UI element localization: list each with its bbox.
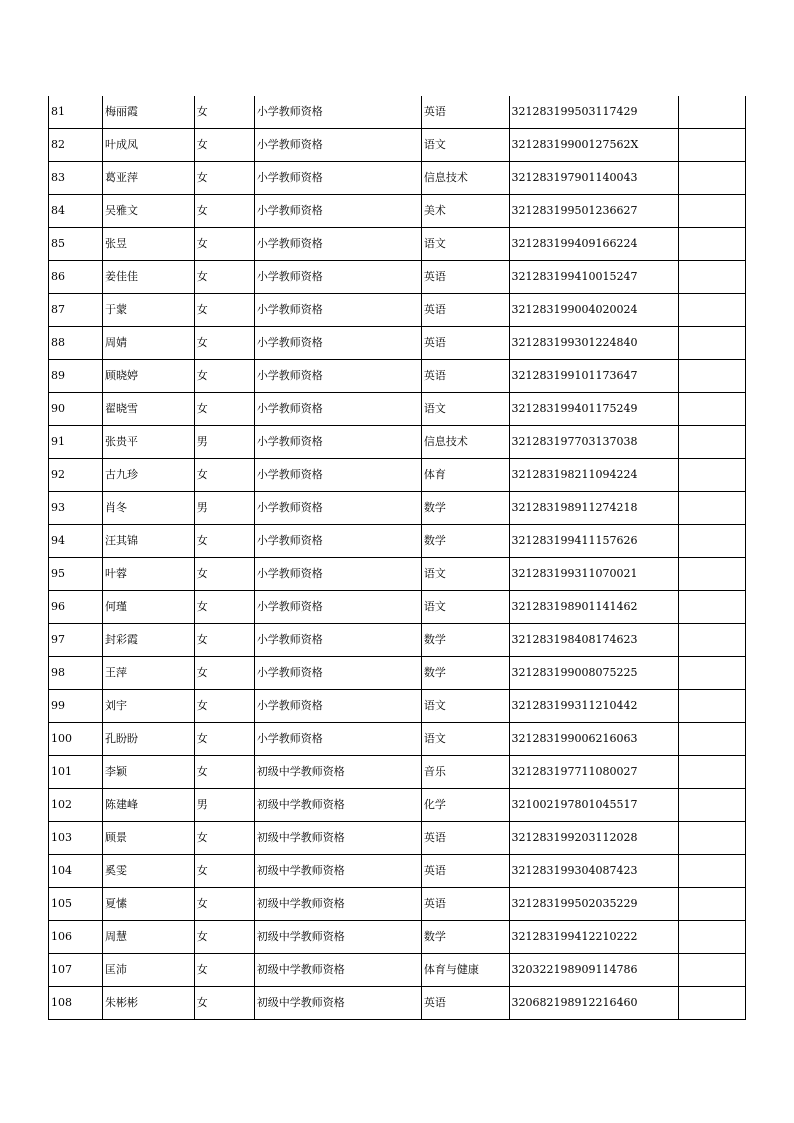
name-cell: 刘宇 [103, 690, 195, 723]
gender-cell: 女 [194, 393, 254, 426]
name-cell: 陈建峰 [103, 789, 195, 822]
subject-cell: 英语 [421, 360, 509, 393]
table-row [49, 954, 746, 987]
name-cell: 奚雯 [103, 855, 195, 888]
table-row [49, 921, 746, 954]
row-number-cell: 90 [49, 393, 103, 426]
remark-cell [678, 789, 745, 822]
id-number-cell: 321283199006216063 [509, 723, 678, 756]
gender-cell: 男 [194, 426, 254, 459]
subject-cell: 英语 [421, 855, 509, 888]
table-row [49, 624, 746, 657]
table-row [49, 591, 746, 624]
gender-cell: 女 [194, 162, 254, 195]
id-number-cell: 321283197703137038 [509, 426, 678, 459]
table-row [49, 558, 746, 591]
qualification-cell: 小学教师资格 [254, 525, 421, 558]
remark-cell [678, 723, 745, 756]
qualification-cell: 小学教师资格 [254, 162, 421, 195]
remark-cell [678, 459, 745, 492]
gender-cell: 女 [194, 723, 254, 756]
id-number-cell: 321283199410015247 [509, 261, 678, 294]
id-number-cell: 321283199409166224 [509, 228, 678, 261]
table-row [49, 855, 746, 888]
id-number-cell: 320322198909114786 [509, 954, 678, 987]
row-number-cell: 102 [49, 789, 103, 822]
name-cell: 王萍 [103, 657, 195, 690]
id-number-cell: 321283199301224840 [509, 327, 678, 360]
row-number-cell: 86 [49, 261, 103, 294]
remark-cell [678, 987, 745, 1020]
gender-cell: 女 [194, 855, 254, 888]
row-number-cell: 99 [49, 690, 103, 723]
remark-cell [678, 525, 745, 558]
row-number-cell: 104 [49, 855, 103, 888]
row-number-cell: 91 [49, 426, 103, 459]
qualification-cell: 小学教师资格 [254, 129, 421, 162]
qualification-cell: 初级中学教师资格 [254, 954, 421, 987]
id-number-cell: 321283199411157626 [509, 525, 678, 558]
name-cell: 夏愫 [103, 888, 195, 921]
subject-cell: 体育与健康 [421, 954, 509, 987]
row-number-cell: 89 [49, 360, 103, 393]
gender-cell: 女 [194, 954, 254, 987]
remark-cell [678, 228, 745, 261]
subject-cell: 化学 [421, 789, 509, 822]
name-cell: 叶成凤 [103, 129, 195, 162]
row-number-cell: 82 [49, 129, 103, 162]
row-number-cell: 105 [49, 888, 103, 921]
subject-cell: 英语 [421, 294, 509, 327]
qualification-cell: 小学教师资格 [254, 591, 421, 624]
subject-cell: 信息技术 [421, 426, 509, 459]
qualification-cell: 小学教师资格 [254, 657, 421, 690]
qualification-cell: 小学教师资格 [254, 426, 421, 459]
remark-cell [678, 129, 745, 162]
gender-cell: 女 [194, 228, 254, 261]
gender-cell: 女 [194, 96, 254, 129]
remark-cell [678, 888, 745, 921]
row-number-cell: 98 [49, 657, 103, 690]
qualification-cell: 小学教师资格 [254, 723, 421, 756]
remark-cell [678, 921, 745, 954]
row-number-cell: 96 [49, 591, 103, 624]
row-number-cell: 92 [49, 459, 103, 492]
table-row [49, 690, 746, 723]
remark-cell [678, 294, 745, 327]
qualification-cell: 初级中学教师资格 [254, 789, 421, 822]
qualification-cell: 初级中学教师资格 [254, 822, 421, 855]
gender-cell: 女 [194, 360, 254, 393]
qualification-cell: 小学教师资格 [254, 96, 421, 129]
qualification-cell: 小学教师资格 [254, 393, 421, 426]
id-number-cell: 321002197801045517 [509, 789, 678, 822]
table-row [49, 723, 746, 756]
subject-cell: 英语 [421, 888, 509, 921]
name-cell: 汪其锦 [103, 525, 195, 558]
subject-cell: 数学 [421, 624, 509, 657]
subject-cell: 英语 [421, 822, 509, 855]
id-number-cell: 321283199008075225 [509, 657, 678, 690]
gender-cell: 男 [194, 789, 254, 822]
table-row [49, 492, 746, 525]
table-row [49, 96, 746, 129]
table-row [49, 756, 746, 789]
row-number-cell: 83 [49, 162, 103, 195]
subject-cell: 语文 [421, 129, 509, 162]
subject-cell: 英语 [421, 327, 509, 360]
name-cell: 顾景 [103, 822, 195, 855]
remark-cell [678, 657, 745, 690]
row-number-cell: 94 [49, 525, 103, 558]
remark-cell [678, 195, 745, 228]
remark-cell [678, 492, 745, 525]
gender-cell: 女 [194, 921, 254, 954]
remark-cell [678, 393, 745, 426]
qualification-cell: 小学教师资格 [254, 294, 421, 327]
gender-cell: 女 [194, 888, 254, 921]
id-number-cell: 321283198911274218 [509, 492, 678, 525]
row-number-cell: 101 [49, 756, 103, 789]
table-row [49, 360, 746, 393]
qualification-cell: 小学教师资格 [254, 261, 421, 294]
subject-cell: 语文 [421, 228, 509, 261]
name-cell: 葛亚萍 [103, 162, 195, 195]
row-number-cell: 108 [49, 987, 103, 1020]
teacher-qualification-table [48, 96, 746, 1020]
name-cell: 肖冬 [103, 492, 195, 525]
table-row [49, 459, 746, 492]
gender-cell: 女 [194, 624, 254, 657]
qualification-cell: 初级中学教师资格 [254, 756, 421, 789]
remark-cell [678, 558, 745, 591]
subject-cell: 语文 [421, 723, 509, 756]
gender-cell: 女 [194, 657, 254, 690]
qualification-cell: 小学教师资格 [254, 492, 421, 525]
subject-cell: 信息技术 [421, 162, 509, 195]
gender-cell: 女 [194, 987, 254, 1020]
qualification-cell: 小学教师资格 [254, 558, 421, 591]
row-number-cell: 95 [49, 558, 103, 591]
table-row [49, 327, 746, 360]
row-number-cell: 87 [49, 294, 103, 327]
remark-cell [678, 822, 745, 855]
subject-cell: 数学 [421, 525, 509, 558]
row-number-cell: 100 [49, 723, 103, 756]
gender-cell: 女 [194, 591, 254, 624]
qualification-cell: 小学教师资格 [254, 459, 421, 492]
remark-cell [678, 96, 745, 129]
subject-cell: 音乐 [421, 756, 509, 789]
subject-cell: 数学 [421, 492, 509, 525]
id-number-cell: 321283199412210222 [509, 921, 678, 954]
gender-cell: 女 [194, 261, 254, 294]
name-cell: 张昱 [103, 228, 195, 261]
qualification-cell: 小学教师资格 [254, 195, 421, 228]
name-cell: 封彩霞 [103, 624, 195, 657]
id-number-cell: 321283198901141462 [509, 591, 678, 624]
id-number-cell: 321283197901140043 [509, 162, 678, 195]
table-row [49, 822, 746, 855]
qualification-cell: 初级中学教师资格 [254, 888, 421, 921]
table-row [49, 426, 746, 459]
id-number-cell: 321283199501236627 [509, 195, 678, 228]
qualification-cell: 小学教师资格 [254, 327, 421, 360]
remark-cell [678, 426, 745, 459]
qualification-cell: 小学教师资格 [254, 228, 421, 261]
remark-cell [678, 327, 745, 360]
qualification-cell: 初级中学教师资格 [254, 921, 421, 954]
subject-cell: 数学 [421, 657, 509, 690]
table-row [49, 294, 746, 327]
remark-cell [678, 261, 745, 294]
remark-cell [678, 954, 745, 987]
name-cell: 姜佳佳 [103, 261, 195, 294]
name-cell: 匡沛 [103, 954, 195, 987]
row-number-cell: 81 [49, 96, 103, 129]
table-row [49, 162, 746, 195]
qualification-cell: 小学教师资格 [254, 624, 421, 657]
id-number-cell: 321283199101173647 [509, 360, 678, 393]
id-number-cell: 321283199311070021 [509, 558, 678, 591]
subject-cell: 英语 [421, 987, 509, 1020]
name-cell: 顾晓婷 [103, 360, 195, 393]
table-row [49, 195, 746, 228]
id-number-cell: 321283199502035229 [509, 888, 678, 921]
gender-cell: 女 [194, 756, 254, 789]
id-number-cell: 321283199401175249 [509, 393, 678, 426]
table-row [49, 261, 746, 294]
row-number-cell: 84 [49, 195, 103, 228]
subject-cell: 英语 [421, 261, 509, 294]
table-row [49, 393, 746, 426]
remark-cell [678, 690, 745, 723]
gender-cell: 女 [194, 525, 254, 558]
row-number-cell: 103 [49, 822, 103, 855]
table-row [49, 129, 746, 162]
name-cell: 周婧 [103, 327, 195, 360]
id-number-cell: 321283198408174623 [509, 624, 678, 657]
id-number-cell: 321283197711080027 [509, 756, 678, 789]
table-row [49, 987, 746, 1020]
row-number-cell: 106 [49, 921, 103, 954]
id-number-cell: 320682198912216460 [509, 987, 678, 1020]
subject-cell: 语文 [421, 558, 509, 591]
name-cell: 张贵平 [103, 426, 195, 459]
subject-cell: 美术 [421, 195, 509, 228]
row-number-cell: 97 [49, 624, 103, 657]
remark-cell [678, 624, 745, 657]
name-cell: 古九珍 [103, 459, 195, 492]
gender-cell: 女 [194, 558, 254, 591]
subject-cell: 语文 [421, 690, 509, 723]
id-number-cell: 321283199304087423 [509, 855, 678, 888]
id-number-cell: 321283199503117429 [509, 96, 678, 129]
gender-cell: 女 [194, 690, 254, 723]
subject-cell: 英语 [421, 96, 509, 129]
id-number-cell: 32128319900127562X [509, 129, 678, 162]
row-number-cell: 93 [49, 492, 103, 525]
gender-cell: 女 [194, 327, 254, 360]
subject-cell: 语文 [421, 393, 509, 426]
table-body [49, 96, 746, 1020]
remark-cell [678, 360, 745, 393]
name-cell: 梅丽霞 [103, 96, 195, 129]
id-number-cell: 321283198211094224 [509, 459, 678, 492]
name-cell: 何瑾 [103, 591, 195, 624]
name-cell: 李颖 [103, 756, 195, 789]
subject-cell: 体育 [421, 459, 509, 492]
qualification-cell: 初级中学教师资格 [254, 987, 421, 1020]
name-cell: 孔盼盼 [103, 723, 195, 756]
gender-cell: 女 [194, 129, 254, 162]
name-cell: 翟晓雪 [103, 393, 195, 426]
remark-cell [678, 855, 745, 888]
gender-cell: 女 [194, 459, 254, 492]
qualification-cell: 小学教师资格 [254, 690, 421, 723]
table-row [49, 789, 746, 822]
table-row [49, 657, 746, 690]
id-number-cell: 321283199203112028 [509, 822, 678, 855]
id-number-cell: 321283199004020024 [509, 294, 678, 327]
table-row [49, 888, 746, 921]
subject-cell: 数学 [421, 921, 509, 954]
row-number-cell: 107 [49, 954, 103, 987]
name-cell: 于蒙 [103, 294, 195, 327]
remark-cell [678, 756, 745, 789]
remark-cell [678, 162, 745, 195]
name-cell: 朱彬彬 [103, 987, 195, 1020]
name-cell: 叶蓉 [103, 558, 195, 591]
row-number-cell: 85 [49, 228, 103, 261]
remark-cell [678, 591, 745, 624]
gender-cell: 女 [194, 294, 254, 327]
qualification-cell: 小学教师资格 [254, 360, 421, 393]
subject-cell: 语文 [421, 591, 509, 624]
row-number-cell: 88 [49, 327, 103, 360]
name-cell: 吴雅文 [103, 195, 195, 228]
gender-cell: 男 [194, 492, 254, 525]
table-row [49, 228, 746, 261]
name-cell: 周慧 [103, 921, 195, 954]
table-row [49, 525, 746, 558]
gender-cell: 女 [194, 195, 254, 228]
qualification-cell: 初级中学教师资格 [254, 855, 421, 888]
gender-cell: 女 [194, 822, 254, 855]
id-number-cell: 321283199311210442 [509, 690, 678, 723]
